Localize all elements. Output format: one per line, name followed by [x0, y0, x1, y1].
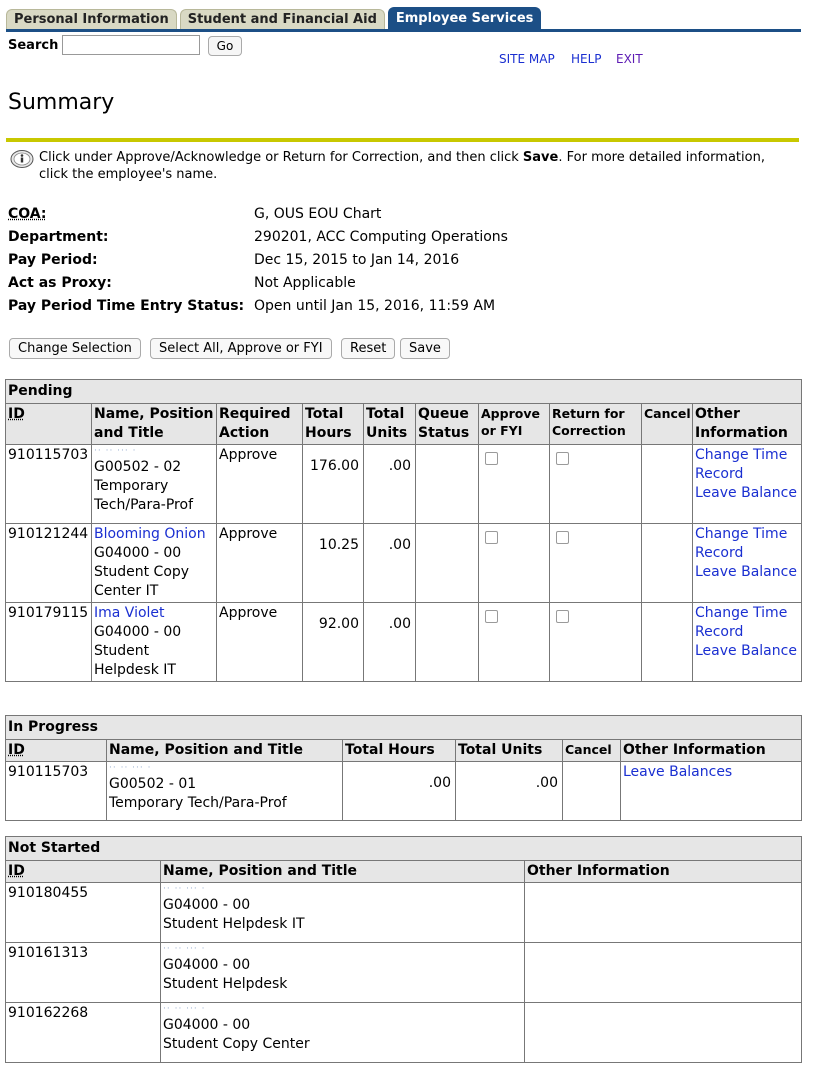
in-progress-header-hours: Total Hours	[343, 740, 456, 762]
position-number: G04000 - 00	[163, 897, 251, 913]
not-started-header-id: ID	[6, 861, 161, 883]
proxy-label: Act as Proxy:	[8, 275, 112, 291]
leave-balances-link[interactable]: Leave Balances	[623, 764, 733, 780]
table-row	[6, 883, 802, 943]
position-number: G00502 - 02	[94, 459, 182, 475]
exit-link[interactable]: EXIT	[616, 52, 643, 66]
reset-button[interactable]: Reset	[341, 338, 395, 359]
redacted-name: ·· ·· ··· ·	[163, 1004, 206, 1014]
search-label: Search	[8, 38, 59, 53]
total-hours: 92.00	[303, 603, 364, 682]
pending-header-queue: Queue Status	[416, 404, 479, 445]
position-title: Temporary Tech/Para-Prof	[109, 795, 287, 811]
not-started-table	[5, 836, 802, 1063]
redacted-name: ·· ·· ··· ·	[94, 446, 137, 456]
position-title: Student Copy Center IT	[94, 564, 190, 599]
table-row	[6, 524, 802, 603]
tab-student-financial-aid[interactable]: Student and Financial Aid	[180, 9, 385, 30]
change-time-record-link[interactable]: Change Time Record	[695, 447, 788, 482]
position-number: G00502 - 01	[109, 776, 197, 792]
table-row	[6, 943, 802, 1003]
approve-checkbox[interactable]	[485, 452, 498, 465]
tab-personal-information[interactable]: Personal Information	[6, 9, 177, 30]
employee-id: 910115703	[6, 445, 92, 524]
employee-id: 910162268	[6, 1003, 161, 1063]
tab-bar	[6, 5, 544, 30]
return-checkbox[interactable]	[556, 452, 569, 465]
return-checkbox[interactable]	[556, 610, 569, 623]
total-hours: 10.25	[303, 524, 364, 603]
employee-name-link[interactable]: Ima Violet	[94, 605, 165, 621]
site-map-link[interactable]: SITE MAP	[499, 52, 555, 66]
required-action: Approve	[217, 603, 303, 682]
queue-status	[416, 445, 479, 524]
pending-header-id: ID	[6, 404, 92, 445]
pending-header-return: Return for Correction	[550, 404, 642, 445]
employee-name-link[interactable]: Blooming Onion	[94, 526, 206, 542]
not-started-header-name: Name, Position and Title	[161, 861, 525, 883]
position-number: G04000 - 00	[163, 1017, 251, 1033]
go-button[interactable]: Go	[208, 36, 242, 56]
cancel-cell	[642, 524, 693, 603]
not-started-caption: Not Started	[6, 837, 802, 861]
other-information	[525, 943, 802, 1003]
other-information	[525, 1003, 802, 1063]
in-progress-header-units: Total Units	[456, 740, 563, 762]
pay-period-label: Pay Period:	[8, 252, 98, 268]
time-entry-status-value: Open until Jan 15, 2016, 11:59 AM	[254, 298, 496, 314]
cancel-cell	[642, 603, 693, 682]
position-number: G04000 - 00	[94, 624, 182, 640]
instructions-text: Click under Approve/Acknowledge or Return for Correction, and then click Save. For more detailed information, click the employee's name.	[39, 150, 765, 182]
redacted-name: ·· ·· ··· ·	[163, 884, 206, 894]
help-link[interactable]: HELP	[571, 52, 602, 66]
redacted-name: ·· ·· ··· ·	[109, 763, 152, 773]
page-title: Summary	[8, 90, 115, 115]
department-value: 290201, ACC Computing Operations	[254, 229, 508, 245]
position-number: G04000 - 00	[94, 545, 182, 561]
pay-period-value: Dec 15, 2015 to Jan 14, 2016	[254, 252, 460, 268]
leave-balance-link[interactable]: Leave Balance	[695, 564, 797, 580]
required-action: Approve	[217, 445, 303, 524]
info-icon	[9, 149, 35, 169]
search-input[interactable]	[62, 35, 200, 55]
pending-header-other: Other Information	[693, 404, 802, 445]
position-title: Student Helpdesk IT	[163, 916, 305, 932]
pending-header-name: Name, Position and Title	[92, 404, 217, 445]
cancel-cell	[563, 762, 621, 821]
leave-balance-link[interactable]: Leave Balance	[695, 643, 797, 659]
employee-id: 910161313	[6, 943, 161, 1003]
table-row	[6, 603, 802, 682]
in-progress-header-id: ID	[6, 740, 107, 762]
position-title: Student Copy Center	[163, 1036, 310, 1052]
queue-status	[416, 603, 479, 682]
coa-value: G, OUS EOU Chart	[254, 206, 382, 222]
position-title: Student Helpdesk	[163, 976, 288, 992]
employee-id: 910179115	[6, 603, 92, 682]
position-number: G04000 - 00	[163, 957, 251, 973]
employee-id: 910121244	[6, 524, 92, 603]
position-title: Temporary Tech/Para-Prof	[94, 478, 193, 513]
proxy-value: Not Applicable	[254, 275, 356, 291]
approve-checkbox[interactable]	[485, 610, 498, 623]
save-button[interactable]: Save	[400, 338, 450, 359]
pending-header-required: Required Action	[217, 404, 303, 445]
total-units: .00	[364, 524, 416, 603]
title-divider	[6, 138, 799, 142]
total-hours: 176.00	[303, 445, 364, 524]
return-checkbox[interactable]	[556, 531, 569, 544]
table-row	[6, 1003, 802, 1063]
tab-underline	[6, 29, 801, 32]
in-progress-header-name: Name, Position and Title	[107, 740, 343, 762]
employee-id: 910180455	[6, 883, 161, 943]
time-entry-status-label: Pay Period Time Entry Status:	[8, 298, 245, 314]
employee-id: 910115703	[6, 762, 107, 821]
tab-employee-services[interactable]: Employee Services	[388, 7, 542, 30]
cancel-cell	[642, 445, 693, 524]
change-selection-button[interactable]: Change Selection	[9, 338, 141, 359]
pending-header-hours: Total Hours	[303, 404, 364, 445]
change-time-record-link[interactable]: Change Time Record	[695, 605, 788, 640]
required-action: Approve	[217, 524, 303, 603]
in-progress-header-cancel: Cancel	[563, 740, 621, 762]
pending-header-units: Total Units	[364, 404, 416, 445]
coa-label: COA:	[8, 206, 47, 222]
department-label: Department:	[8, 229, 109, 245]
total-units: .00	[364, 603, 416, 682]
leave-balance-link[interactable]: Leave Balance	[695, 485, 797, 501]
in-progress-table	[5, 715, 802, 821]
change-time-record-link[interactable]: Change Time Record	[695, 526, 788, 561]
select-all-button[interactable]: Select All, Approve or FYI	[150, 338, 332, 359]
pending-header-approve: Approve or FYI	[479, 404, 550, 445]
pending-table	[5, 379, 802, 682]
total-units: .00	[456, 762, 563, 821]
pending-header-cancel: Cancel	[642, 404, 693, 445]
other-information	[525, 883, 802, 943]
total-hours: .00	[343, 762, 456, 821]
redacted-name: ·· ·· ··· ·	[163, 944, 206, 954]
position-title: Student Helpdesk IT	[94, 643, 176, 678]
in-progress-header-other: Other Information	[621, 740, 802, 762]
table-row	[6, 762, 802, 821]
in-progress-caption: In Progress	[6, 716, 802, 740]
pending-caption: Pending	[6, 380, 802, 404]
total-units: .00	[364, 445, 416, 524]
not-started-header-other: Other Information	[525, 861, 802, 883]
approve-checkbox[interactable]	[485, 531, 498, 544]
queue-status	[416, 524, 479, 603]
table-row	[6, 445, 802, 524]
